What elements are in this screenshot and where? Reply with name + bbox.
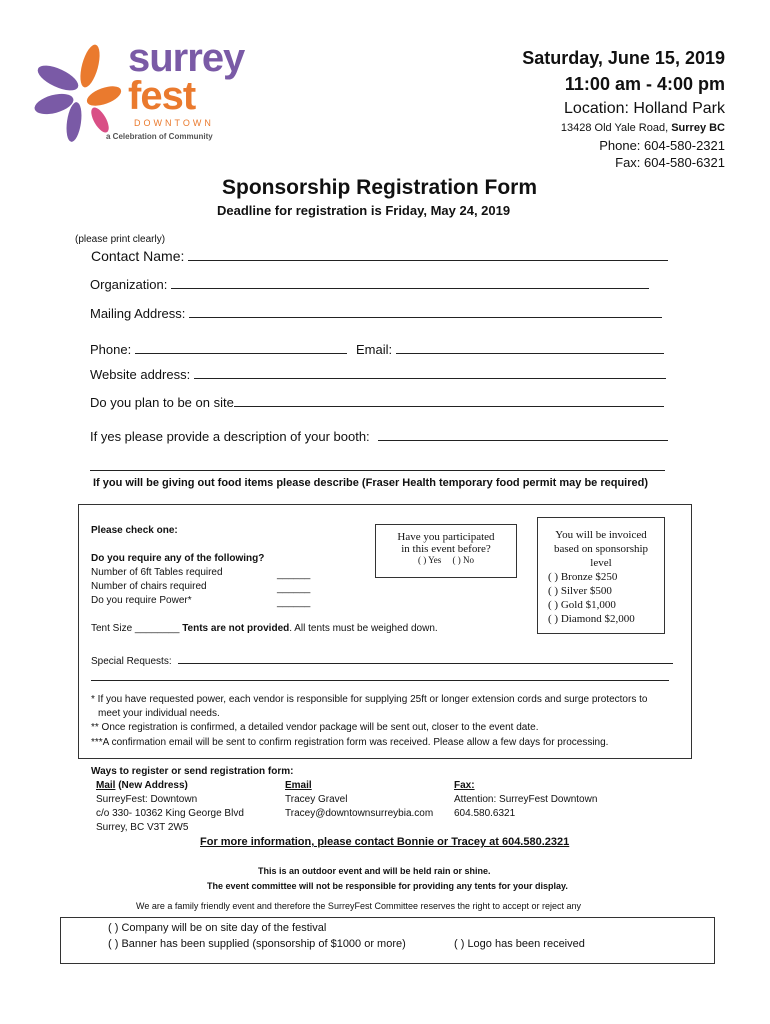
email-row: [356, 341, 664, 357]
onsite-field[interactable]: [234, 394, 664, 407]
event-time: 11:00 am - 4:00 pm: [564, 74, 725, 94]
organization-label: Organization:: [90, 277, 168, 292]
check-one-label: Please check one:: [91, 525, 178, 536]
invoice-box: [537, 517, 665, 634]
email-title: Email: [285, 780, 312, 791]
deadline: Deadline for registration is Friday, May 24, 2019: [217, 203, 511, 218]
booth-field-line2[interactable]: [90, 470, 665, 471]
mail-line-1: SurreyFest: Downtown: [96, 794, 198, 805]
contact-fax: Fax: 604-580-6321: [615, 155, 725, 170]
booth-row: [90, 428, 668, 444]
require-question: Do you require any of the following?: [91, 553, 265, 564]
no-option[interactable]: ( ) No: [452, 555, 474, 565]
fax-number: 604.580.6321: [454, 808, 516, 819]
organization-row: [90, 276, 649, 292]
event-location: Location: Holland Park: [564, 100, 725, 117]
invoice-note-1: You will be invoiced: [555, 529, 647, 541]
power-note: * If you have requested power, each vendor is responsible for supplying 25ft or longer extension cords and surge protectors to: [91, 694, 648, 705]
power-note-cont: meet your individual needs.: [98, 708, 220, 719]
special-requests-line2[interactable]: [91, 680, 669, 681]
contact-name-label: Contact Name:: [91, 248, 185, 264]
yes-option[interactable]: ( ) Yes: [417, 555, 442, 565]
mailing-label: Mailing Address:: [90, 306, 186, 321]
mail-title-row: [96, 780, 188, 791]
logo-received-check[interactable]: ( ) Logo has been received: [454, 938, 585, 950]
email-address-link[interactable]: Tracey@downtownsurreybia.com: [285, 808, 434, 819]
website-field[interactable]: [194, 366, 666, 379]
special-requests-field[interactable]: [178, 654, 673, 664]
participated-box: [375, 524, 517, 578]
invoice-note-2: based on sponsorship: [553, 543, 649, 555]
form-title: Sponsorship Registration Form: [222, 176, 538, 199]
event-date: Saturday, June 15, 2019: [522, 48, 725, 68]
food-note: If you will be giving out food items please describe (Fraser Health temporary food permit may be required): [93, 477, 649, 489]
address-street: 13428 Old Yale Road,: [560, 122, 672, 134]
tent-note: . All tents must be weighed down.: [289, 623, 438, 634]
power-label: Do you require Power*: [91, 595, 192, 606]
outdoor-note: This is an outdoor event and will be held rain or shine.: [258, 866, 491, 876]
email-field[interactable]: [396, 341, 664, 354]
chairs-label: Number of chairs required: [91, 581, 207, 592]
organization-field[interactable]: [171, 276, 649, 289]
invoice-note-3: level: [590, 557, 612, 569]
family-note: We are a family friendly event and therefore the SurreyFest Committee reserves the right to accept or reject any: [136, 901, 582, 911]
contact-phone: Phone: 604-580-2321: [599, 138, 725, 153]
banner-check[interactable]: ( ) Banner has been supplied (sponsorship of $1000 or more): [108, 938, 406, 950]
mail-subtitle: (New Address): [115, 780, 188, 791]
event-address: [561, 122, 725, 134]
onsite-label: Do you plan to be on site: [90, 395, 234, 410]
tent-size-row: [91, 623, 438, 634]
phone-row: [90, 341, 347, 357]
tent-warning: Tents are not provided: [182, 623, 290, 634]
mailing-row: [90, 305, 662, 321]
booth-label: If yes please provide a description of your booth:: [90, 429, 370, 444]
tables-label: Number of 6ft Tables required: [91, 567, 223, 578]
contact-name-field[interactable]: [188, 248, 668, 261]
package-note: ** Once registration is confirmed, a detailed vendor package will be sent out, closer to the event date.: [91, 722, 539, 733]
tables-field[interactable]: ______: [277, 569, 311, 580]
website-row: [90, 366, 666, 382]
logo-downtown: DOWNTOWN: [134, 118, 214, 128]
participated-q2: in this event before?: [401, 543, 491, 555]
tent-size-label: Tent Size ________: [91, 623, 183, 634]
contact-name-row: [91, 248, 668, 264]
fax-title: Fax:: [454, 780, 475, 791]
ways-heading: Ways to register or send registration form:: [91, 766, 294, 777]
power-field[interactable]: ______: [277, 597, 311, 608]
print-note: (please print clearly): [75, 234, 166, 245]
special-requests-row: [91, 654, 673, 667]
phone-label: Phone:: [90, 342, 132, 357]
phone-field[interactable]: [135, 341, 347, 354]
booth-field[interactable]: [378, 428, 668, 441]
email-label: Email:: [356, 342, 393, 357]
committee-note: The event committee will not be responsible for providing any tents for your display.: [207, 881, 568, 891]
fax-attention: Attention: SurreyFest Downtown: [454, 794, 598, 805]
address-city: Surrey BC: [671, 122, 725, 134]
level-silver[interactable]: ( ) Silver $500: [548, 585, 612, 597]
level-gold[interactable]: ( ) Gold $1,000: [548, 599, 616, 611]
mail-line-2: c/o 330- 10362 King George Blvd: [96, 808, 244, 819]
logo-surrey: surrey: [128, 36, 245, 80]
special-requests-label: Special Requests:: [91, 656, 175, 667]
chairs-field[interactable]: ______: [277, 583, 311, 594]
confirmation-note: ***A confirmation email will be sent to confirm registration form was received. Please allow a few days for processing.: [91, 737, 609, 748]
level-diamond[interactable]: ( ) Diamond $2,000: [548, 613, 635, 625]
logo-fest: fest: [128, 74, 196, 118]
onsite-check[interactable]: ( ) Company will be on site day of the festival: [108, 922, 327, 934]
level-bronze[interactable]: ( ) Bronze $250: [548, 571, 618, 583]
email-contact-name: Tracey Gravel: [285, 794, 348, 805]
participated-q1: Have you participated: [397, 531, 495, 543]
mailing-field[interactable]: [189, 305, 662, 318]
mail-title: Mail: [96, 780, 116, 791]
more-info: For more information, please contact Bonnie or Tracey at 604.580.2321: [200, 836, 570, 848]
surreyfest-logo: [28, 36, 245, 148]
logo-tagline: a Celebration of Community: [106, 132, 213, 141]
onsite-row: [90, 394, 664, 410]
mail-line-3: Surrey, BC V3T 2W5: [96, 822, 189, 833]
website-label: Website address:: [90, 367, 191, 382]
